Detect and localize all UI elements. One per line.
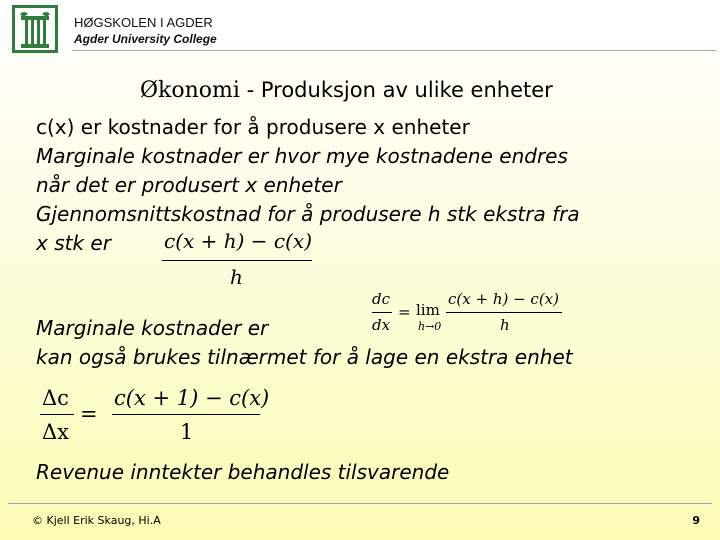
approx-lhs-denominator: Δx bbox=[42, 420, 70, 444]
limit-subscript: h→0 bbox=[418, 320, 442, 333]
fraction-bar bbox=[40, 414, 74, 415]
limit-operator: lim bbox=[416, 301, 440, 319]
approx-rhs-denominator: 1 bbox=[180, 420, 194, 444]
page-number: 9 bbox=[692, 514, 700, 527]
formula-numerator: c(x + h) − c(x) bbox=[164, 229, 312, 253]
body-line-1: c(x) er kostnader for å produsere x enheter bbox=[36, 115, 470, 139]
fraction-bar bbox=[446, 312, 562, 313]
body-line-3: når det er produsert x enheter bbox=[36, 173, 342, 197]
body-line-6: Marginale kostnader er bbox=[36, 316, 269, 340]
footer-author: © Kjell Erik Skaug, Hi.A bbox=[32, 514, 161, 527]
college-logo bbox=[12, 5, 58, 53]
fraction-bar bbox=[112, 414, 260, 415]
slide-title bbox=[140, 78, 553, 103]
fraction-bar bbox=[372, 312, 392, 313]
equals-sign: = bbox=[80, 402, 98, 426]
body-line-5: x stk er bbox=[36, 231, 111, 255]
derivative-rhs-denominator: h bbox=[500, 316, 510, 334]
title-rest: - Produksjon av ulike enheter bbox=[239, 78, 553, 102]
institution-name-english: Agder University College bbox=[74, 32, 217, 46]
approx-rhs-numerator: c(x + 1) − c(x) bbox=[114, 386, 270, 410]
fraction-bar bbox=[162, 260, 312, 261]
footer-divider bbox=[8, 503, 712, 504]
header-divider bbox=[72, 50, 716, 51]
institution-name: HØGSKOLEN I AGDER bbox=[74, 15, 213, 30]
derivative-lhs-denominator: dx bbox=[372, 316, 391, 334]
body-line-8: Revenue inntekter behandles tilsvarende bbox=[36, 460, 450, 484]
equals-sign: = bbox=[398, 303, 411, 321]
approx-lhs-numerator: Δc bbox=[42, 386, 69, 410]
body-line-2: Marginale kostnader er hvor mye kostnadene endres bbox=[36, 144, 568, 168]
formula-denominator: h bbox=[230, 265, 243, 289]
title-prefix: Økonomi bbox=[140, 78, 240, 103]
derivative-lhs-numerator: dc bbox=[372, 290, 391, 308]
body-line-4: Gjennomsnittskostnad for å produsere h stk ekstra fra bbox=[36, 202, 580, 226]
body-line-7: kan også brukes tilnærmet for å lage en ekstra enhet bbox=[36, 345, 573, 369]
derivative-rhs-numerator: c(x + h) − c(x) bbox=[448, 290, 559, 308]
